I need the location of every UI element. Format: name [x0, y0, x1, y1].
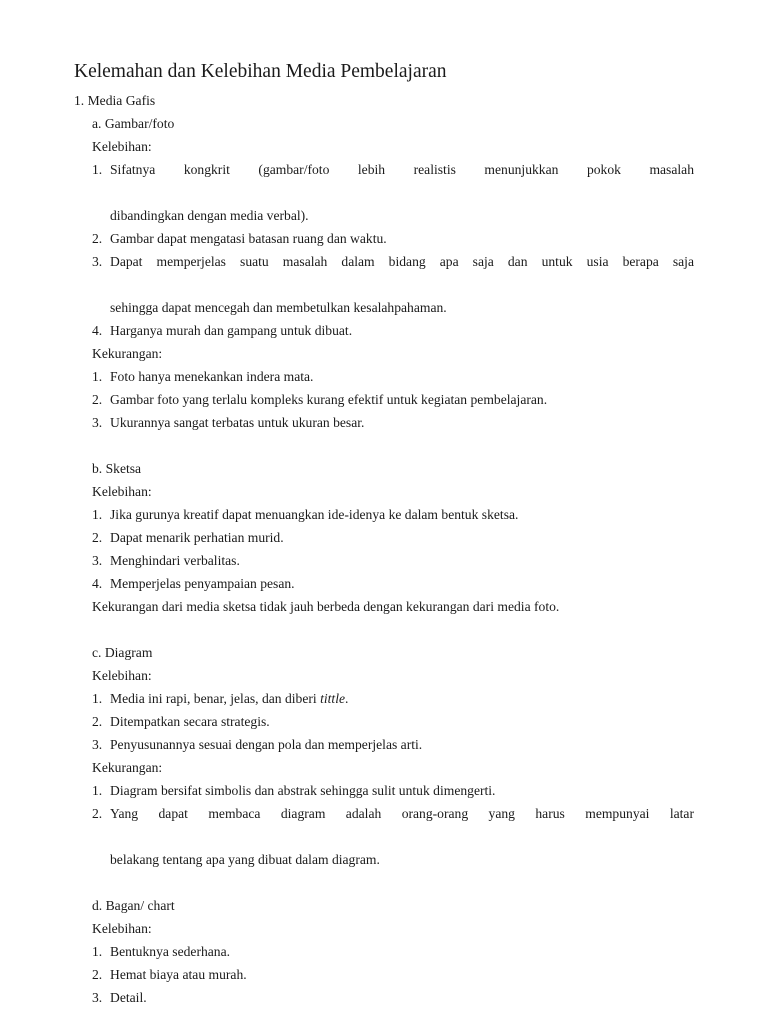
list-item-continuation: [74, 204, 694, 227]
list-item: [74, 388, 694, 411]
list-item-text: Gambar foto yang terlalu kompleks kurang efektif untuk kegiatan pembelajaran.: [110, 392, 548, 407]
document-body: [74, 89, 694, 1009]
list-item: [74, 687, 694, 710]
list-item-text: Media ini rapi, benar, jelas, dan diberi tittle.: [110, 691, 349, 706]
kelebihan-label: Kelebihan:: [92, 921, 152, 936]
subsection-heading-sketsa: b. Sketsa: [92, 461, 142, 476]
list-item: [74, 779, 694, 802]
list-item: [74, 802, 694, 848]
list-number: 1.: [92, 162, 103, 177]
list-item-text: Sifatnya kongkrit (gambar/foto lebih realistis menunjukkan pokok masalah: [110, 162, 694, 177]
sketsa-note: Kekurangan dari media sketsa tidak jauh berbeda dengan kekurangan dari media foto.: [92, 599, 560, 614]
list-item: [74, 158, 694, 204]
list-item-text: Gambar dapat mengatasi batasan ruang dan waktu.: [110, 231, 387, 246]
list-number: 4.: [92, 576, 103, 591]
list-item-text: Foto hanya menekankan indera mata.: [110, 369, 314, 384]
section-heading: 1. Media Gafis: [74, 93, 156, 108]
list-item: [74, 411, 694, 434]
list-number: 1.: [92, 507, 103, 522]
subsection-heading-bagan-chart: d. Bagan/ chart: [92, 898, 175, 913]
document-title: Kelemahan dan Kelebihan Media Pembelajaran: [74, 61, 447, 82]
list-number: 2.: [92, 392, 103, 407]
kelebihan-label: Kelebihan:: [92, 139, 152, 154]
list-number: 2.: [92, 714, 103, 729]
list-number: 1.: [92, 944, 103, 959]
list-number: 3.: [92, 254, 103, 269]
kelebihan-label: Kelebihan:: [92, 668, 152, 683]
list-item-continuation: [74, 296, 694, 319]
list-item-text: Dapat memperjelas suatu masalah dalam bidang apa saja dan untuk usia berapa saja: [110, 254, 694, 269]
kekurangan-label: Kekurangan:: [92, 760, 163, 775]
list-item: [74, 733, 694, 756]
list-number: 1.: [92, 691, 103, 706]
list-item: [74, 227, 694, 250]
list-item: [74, 365, 694, 388]
list-item-text: Menghindari verbalitas.: [110, 553, 240, 568]
list-item-text: belakang tentang apa yang dibuat dalam diagram.: [110, 852, 380, 867]
list-item-continuation: [74, 848, 694, 871]
list-number: 3.: [92, 737, 103, 752]
list-item-text: Harganya murah dan gampang untuk dibuat.: [110, 323, 353, 338]
list-item: [74, 963, 694, 986]
list-item-text: dibandingkan dengan media verbal).: [110, 208, 309, 223]
list-item-text: sehingga dapat mencegah dan membetulkan kesalahpahaman.: [110, 300, 447, 315]
list-item-text: Bentuknya sederhana.: [110, 944, 231, 959]
list-number: 3.: [92, 553, 103, 568]
list-number: 1.: [92, 783, 103, 798]
list-item: [74, 986, 694, 1009]
subsection-heading-gambar-foto: a. Gambar/foto: [92, 116, 175, 131]
list-item: [74, 319, 694, 342]
list-item: [74, 940, 694, 963]
list-item-text: Memperjelas penyampaian pesan.: [110, 576, 295, 591]
list-item-text: Ditempatkan secara strategis.: [110, 714, 270, 729]
list-number: 3.: [92, 415, 103, 430]
list-item: [74, 549, 694, 572]
list-item: [74, 710, 694, 733]
kekurangan-label: Kekurangan:: [92, 346, 163, 361]
list-number: 1.: [92, 369, 103, 384]
list-item-text: Ukurannya sangat terbatas untuk ukuran besar.: [110, 415, 365, 430]
list-number: 2.: [92, 806, 103, 821]
subsection-heading-diagram: c. Diagram: [92, 645, 153, 660]
list-item-text: Jika gurunya kreatif dapat menuangkan ide-idenya ke dalam bentuk sketsa.: [110, 507, 519, 522]
list-number: 3.: [92, 990, 103, 1005]
list-item-text: Dapat menarik perhatian murid.: [110, 530, 284, 545]
list-item-text: Yang dapat membaca diagram adalah orang-orang yang harus mempunyai latar: [110, 806, 694, 821]
list-item-text: Penyusunannya sesuai dengan pola dan memperjelas arti.: [110, 737, 423, 752]
list-number: 4.: [92, 323, 103, 338]
list-number: 2.: [92, 231, 103, 246]
list-item-text: Diagram bersifat simbolis dan abstrak sehingga sulit untuk dimengerti.: [110, 783, 496, 798]
list-item: [74, 572, 694, 595]
list-item: [74, 526, 694, 549]
list-item-text: Detail.: [110, 990, 147, 1005]
list-item-text: Hemat biaya atau murah.: [110, 967, 247, 982]
list-number: 2.: [92, 967, 103, 982]
list-item: [74, 250, 694, 296]
italic-term: tittle: [320, 691, 346, 706]
list-number: 2.: [92, 530, 103, 545]
kelebihan-label: Kelebihan:: [92, 484, 152, 499]
list-item: [74, 503, 694, 526]
